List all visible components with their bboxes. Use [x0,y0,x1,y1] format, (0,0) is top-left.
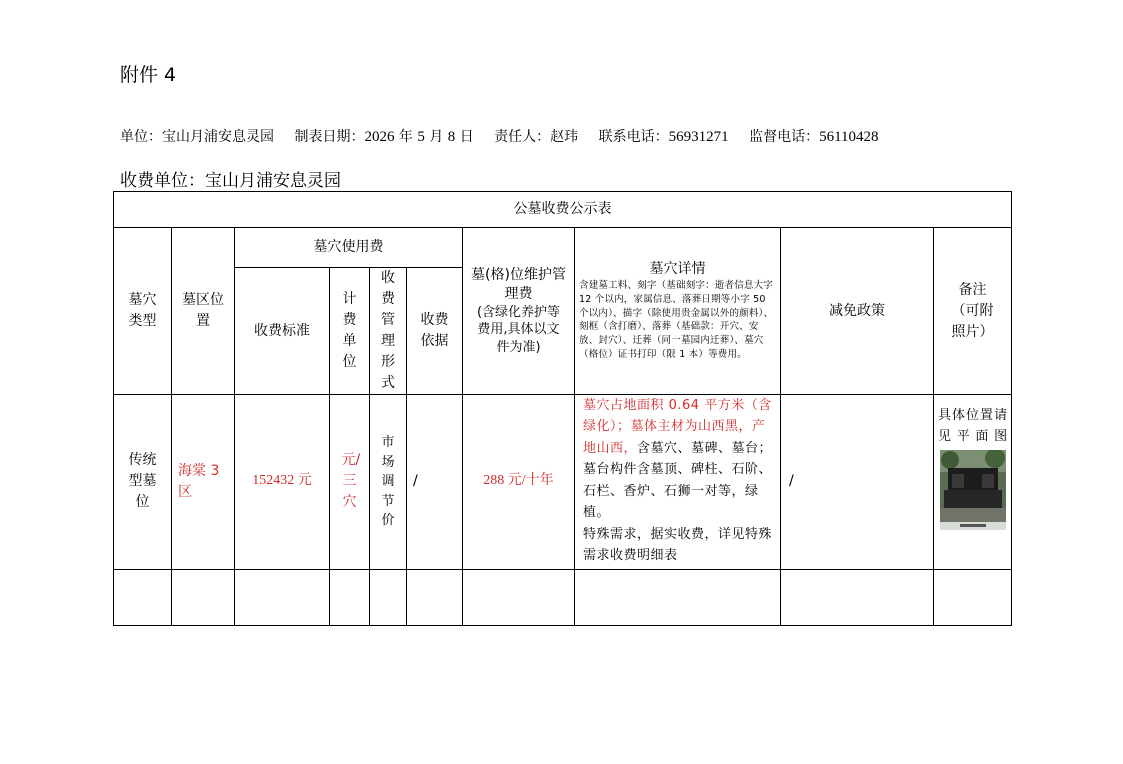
header-management-form: 收费管理形式 [370,268,407,395]
header-remarks: 备注（可附照片） [934,228,1012,395]
person-label: 责任人： [494,129,551,145]
date-day: 8 [447,129,456,145]
header-billing-unit: 计费单位 [330,268,370,395]
cell-management-form: 市场调节价 [370,395,407,570]
detail-black-text: 含墓穴、墓碑、墓台；墓台构件含墓顶、碑柱、石阶、石栏、香炉、石狮一对等，绿植。 [583,440,773,521]
cell-remarks [934,395,1012,570]
header-fee-standard: 收费标准 [235,268,330,395]
cell-zone: 海棠 3 区 [172,395,235,570]
person-value: 赵玮 [550,129,579,145]
supervise-value: 56110428 [819,129,879,145]
table-title: 公墓收费公示表 [114,192,1012,228]
detail-note: 含建墓工料、刻字（基础刻字：逝者信息大字 12 个以内，家属信息、落葬日期等小字 50 个以内）、描字（除使用贵金属以外的颜料）、刻框（含打磨）、落葬（基础款：开穴、安放、封穴）、迁葬（同一墓园内迁葬）、墓穴（格位）证书打印（限 1 本）等费用。 [579,280,774,360]
header-relief-policy: 减免政策 [781,228,934,395]
cell-grave-type: 传统型墓位 [114,395,172,570]
header-maintenance [463,228,575,395]
phone-value: 56931271 [668,129,729,145]
table-row [114,395,1012,570]
header-grave-type: 墓穴类型 [114,228,172,395]
cell-fee-basis: / [407,395,463,570]
phone-label: 联系电话： [598,129,669,145]
cell-relief-policy: / [781,395,934,570]
meta-line [120,126,879,146]
remarks-text: 具体位置请见平面图 [938,408,1008,445]
detail-special-text: 特殊需求，据实收费，详见特殊需求收费明细表 [583,526,773,564]
header-fee-basis: 收费依据 [407,268,463,395]
cell-maintenance: 288 元/十年 [463,395,575,570]
fee-table [113,191,1012,626]
date-day-suffix: 日 [459,129,474,145]
cell-detail [575,395,781,570]
header-zone-location: 墓区位置 [172,228,235,395]
date-year-suffix: 年 [398,129,413,145]
maintenance-title: 墓(格)位维护管理费 [471,266,566,302]
detail-description [575,395,780,569]
table-row-empty [114,569,1012,625]
cell-fee-standard: 152432 元 [235,395,330,570]
unit-label: 单位： [120,129,162,145]
tomb-photo-image [940,450,1006,530]
date-month: 5 [417,129,425,145]
tomb-photo [940,450,1006,530]
date-label: 制表日期： [294,129,365,145]
header-detail [575,228,781,395]
unit-value: 宝山月浦安息灵园 [162,129,274,145]
header-usage-fee: 墓穴使用费 [235,228,463,268]
charge-unit: 收费单位：宝山月浦安息灵园 [120,171,341,191]
detail-red-text: 墓穴占地面积 0.64 平方米（含绿化）；墓体主材为山西黑，产地山西， [583,398,772,456]
supervise-label: 监督电话： [749,129,820,145]
date-year: 2026 [364,129,395,145]
attachment-label: 附件 4 [120,64,177,86]
date-month-suffix: 月 [429,129,444,145]
detail-title: 墓穴详情 [649,261,706,278]
maintenance-note: (含绿化养护等费用,具体以文件为准) [476,304,561,355]
cell-billing-unit: 元/三穴 [330,395,370,570]
